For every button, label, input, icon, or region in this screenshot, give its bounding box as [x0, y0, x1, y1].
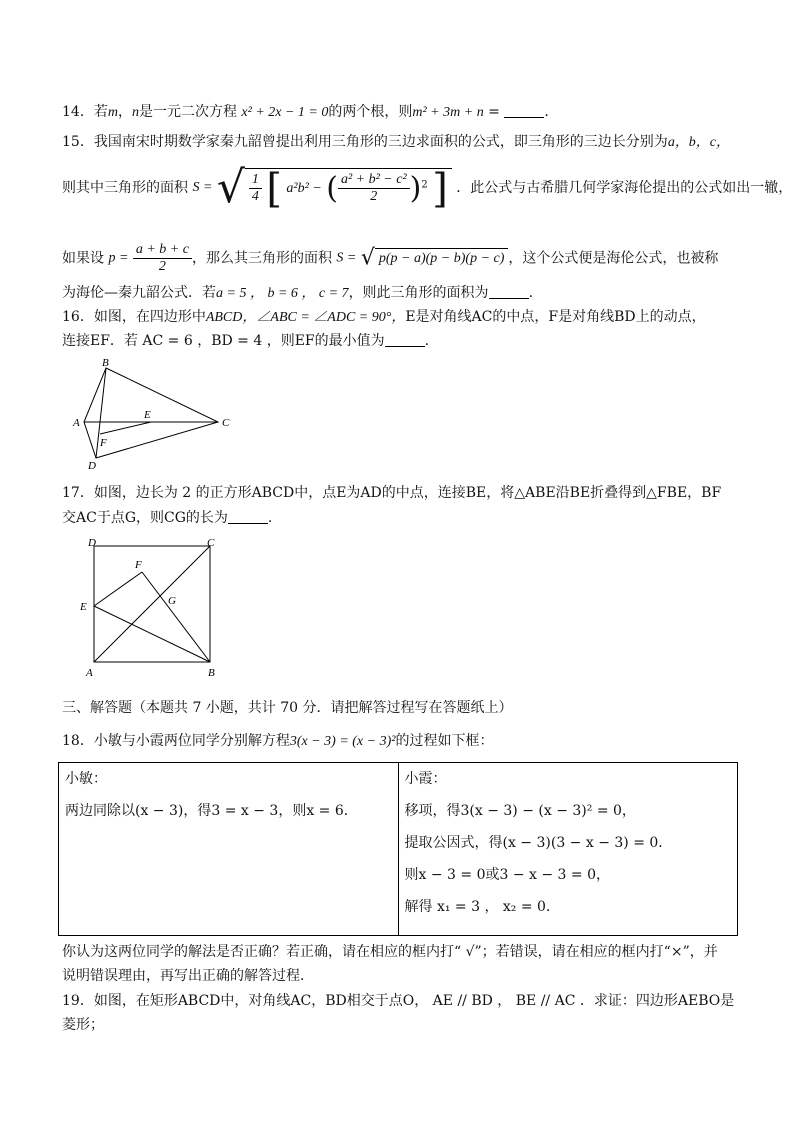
qin-formula: $\frac{1}{4}$ [ a²b² − ( $\frac{\text{a² + b² − c²}}{2}$ )$^2$ ] — [245, 168, 452, 209]
question-15-line3: 如果设 p = $\frac{a + b + c}{2}$ ，那么其三角形的面积 S = √ p(p − a)(p − b)(p − c) ，这个公式便是海伦公式，也被称 — [62, 242, 719, 274]
label-C: C — [207, 537, 215, 549]
question-17-line1: 17．如图，边长为 2 的正方形ABCD中，点E为AD的中点，连接BE，将△ABE沿BE折叠得到△FBE，BF — [62, 485, 722, 501]
label-A: A — [73, 417, 80, 429]
question-19-line2: 菱形； — [62, 1017, 104, 1033]
question-16-line1: 16．如图，在四边形中ABCD，∠ABC = ∠ADC = 90°，E是对角线AC的中点，F是对角线BD上的动点， — [62, 309, 706, 325]
label-C: C — [222, 417, 230, 429]
question-14: 14．若m，n是一元二次方程 x² + 2x − 1 = 0的两个根，则m² + 3m + n = . — [62, 104, 549, 120]
label-B: B — [102, 357, 109, 369]
figure-17 — [80, 534, 225, 680]
label-F: F — [135, 559, 142, 571]
label-A: A — [86, 667, 93, 679]
question-18-line1: 18．小敏与小霞两位同学分别解方程3(x − 3) = (x − 3)²的过程如下框： — [62, 733, 494, 749]
label-E: E — [80, 601, 87, 613]
label-D: D — [88, 460, 96, 472]
q14-equation: x² + 2x − 1 = 0 — [241, 105, 329, 120]
question-16-line2: 连接EF．若 AC = 6 ，BD = 4 ，则EF的最小值为 . — [62, 333, 430, 349]
section-3-heading: 三、解答题（本题共 7 小题，共计 70 分．请把解答过程写在答题纸上） — [62, 700, 513, 716]
xiaomin-cell[interactable]: 小敏： 两边同除以(x − 3)，得3 = x − 3，则x = 6． — [59, 763, 399, 936]
label-G: G — [168, 595, 176, 607]
label-D: D — [88, 537, 96, 549]
answer-blank[interactable] — [385, 332, 425, 347]
question-17-line2: 交AC于点G，则CG的长为 . — [62, 510, 273, 526]
answer-blank[interactable] — [504, 103, 544, 118]
question-18-after1: 你认为这两位同学的解法是否正确？若正确，请在相应的框内打“ √”；若错误，请在相应的框内打“×”，并 — [62, 944, 718, 960]
question-19-line1: 19．如图，在矩形ABCD中，对角线AC，BD相交于点O， AE // BD ， BE // AC ．求证：四边形AEBO是 — [62, 993, 735, 1009]
label-F: F — [100, 437, 107, 449]
question-15-line1: 15．我国南宋时期数学家秦九韶曾提出利用三角形的三边求面积的公式，即三角形的三边长分别为a，b，c， — [62, 134, 731, 150]
xiaoxia-cell[interactable]: 小霞： 移项，得3(x − 3) − (x − 3)² = 0， 提取公因式，得(x − 3)(3 − x − 3) = 0． 则x − 3 = 0或3 − x − 3 = 0， 解得 x₁ = 3 ， x₂ = 0． — [398, 763, 738, 936]
answer-blank[interactable] — [489, 284, 529, 299]
question-15-line2: 则其中三角形的面积 S = √ $\frac{1}{4}$ [ a²b² − ( $\frac{\text{a² + b² − c²}}{2}$ )$^2$ ] ．此公式与古希腊几何学家海伦提出的公式如出一辙， — [62, 162, 793, 213]
label-B: B — [208, 667, 215, 679]
answer-blank[interactable] — [228, 509, 268, 524]
figure-16 — [68, 356, 238, 474]
question-18-after2: 说明错误理由，再写出正确的解答过程． — [62, 968, 314, 984]
question-15-line4: 为海伦—秦九韶公式．若a = 5 ， b = 6 ， c = 7，则此三角形的面积为 . — [62, 285, 534, 301]
label-E: E — [144, 409, 151, 421]
solution-box-table — [58, 762, 738, 936]
heron-formula: p(p − a)(p − b)(p − c) — [375, 248, 509, 269]
